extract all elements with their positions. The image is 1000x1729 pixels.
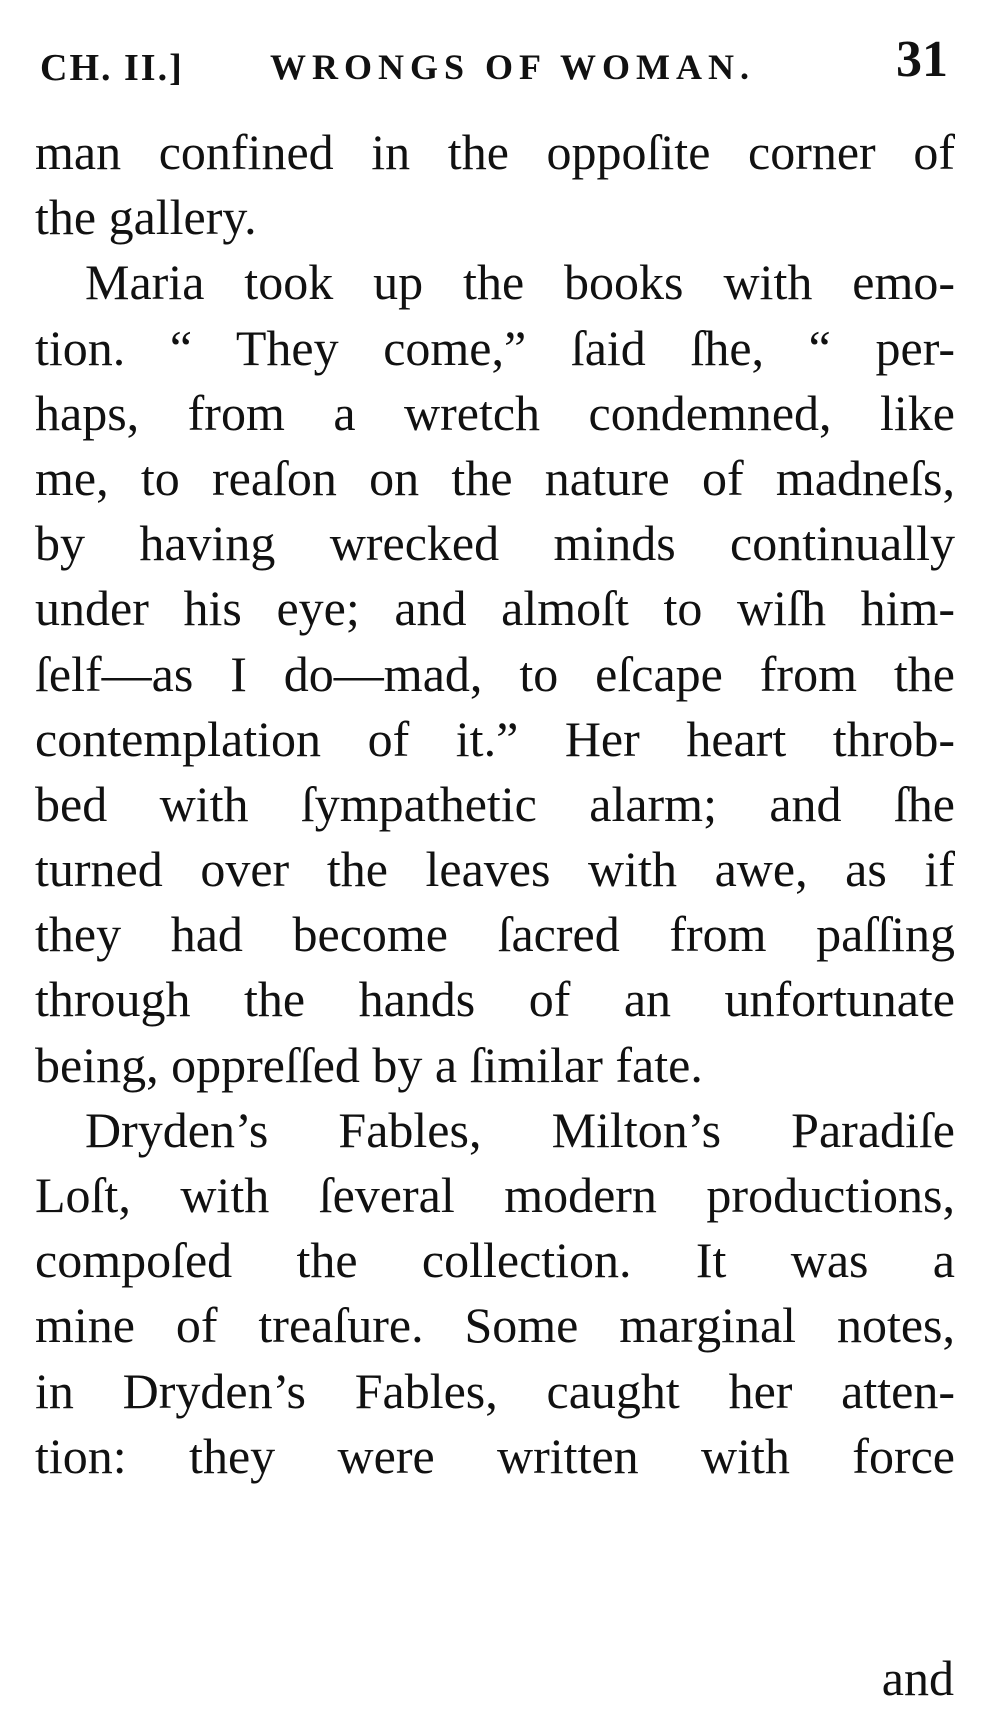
text-line: in Dryden’s Fables, caught her atten- <box>35 1362 955 1419</box>
text-line: turned over the leaves with awe, as if <box>35 841 955 898</box>
text-line: they had become ſacred from paſſing <box>35 906 955 963</box>
text-line: me, to reaſon on the nature of madneſs, <box>35 449 955 506</box>
text-line: Loſt, with ſeveral modern productions, <box>35 1167 955 1223</box>
text-line: compoſed the collection. It was a <box>35 1232 955 1289</box>
text-line: mine of treaſure. Some marginal notes, <box>35 1297 955 1354</box>
text-line: tion. “ They come,” ſaid ſhe, “ per- <box>35 319 955 376</box>
catchword: and <box>881 1650 954 1706</box>
text-line: the gallery. <box>35 189 257 246</box>
text-line: Dryden’s Fables, Milton’s Paradiſe <box>85 1101 955 1158</box>
text-line: being, oppreſſed by a ſimilar fate. <box>35 1036 703 1093</box>
text-line: ſelf—as I do—mad, to eſcape from the <box>35 645 955 702</box>
text-line: by having wrecked minds continually <box>35 515 955 572</box>
text-block <box>35 120 955 1489</box>
page-number: 31 <box>896 31 948 88</box>
running-header <box>40 30 960 110</box>
chapter-marker: CH. II.] <box>40 47 184 89</box>
text-line: haps, from a wretch condemned, like <box>35 384 955 441</box>
text-line: bed with ſympathetic alarm; and ſhe <box>35 775 955 832</box>
running-title: WRONGS OF WOMAN. <box>270 47 756 87</box>
text-line: tion: they were written with force <box>35 1427 955 1484</box>
text-line: Maria took up the books with emo- <box>85 254 955 311</box>
text-line: contemplation of it.” Her heart throb- <box>35 710 955 767</box>
text-line: through the hands of an unfortunate <box>35 971 955 1028</box>
text-line: man confined in the oppoſite corner of <box>35 124 955 180</box>
text-line: under his eye; and almoſt to wiſh him- <box>35 580 955 637</box>
